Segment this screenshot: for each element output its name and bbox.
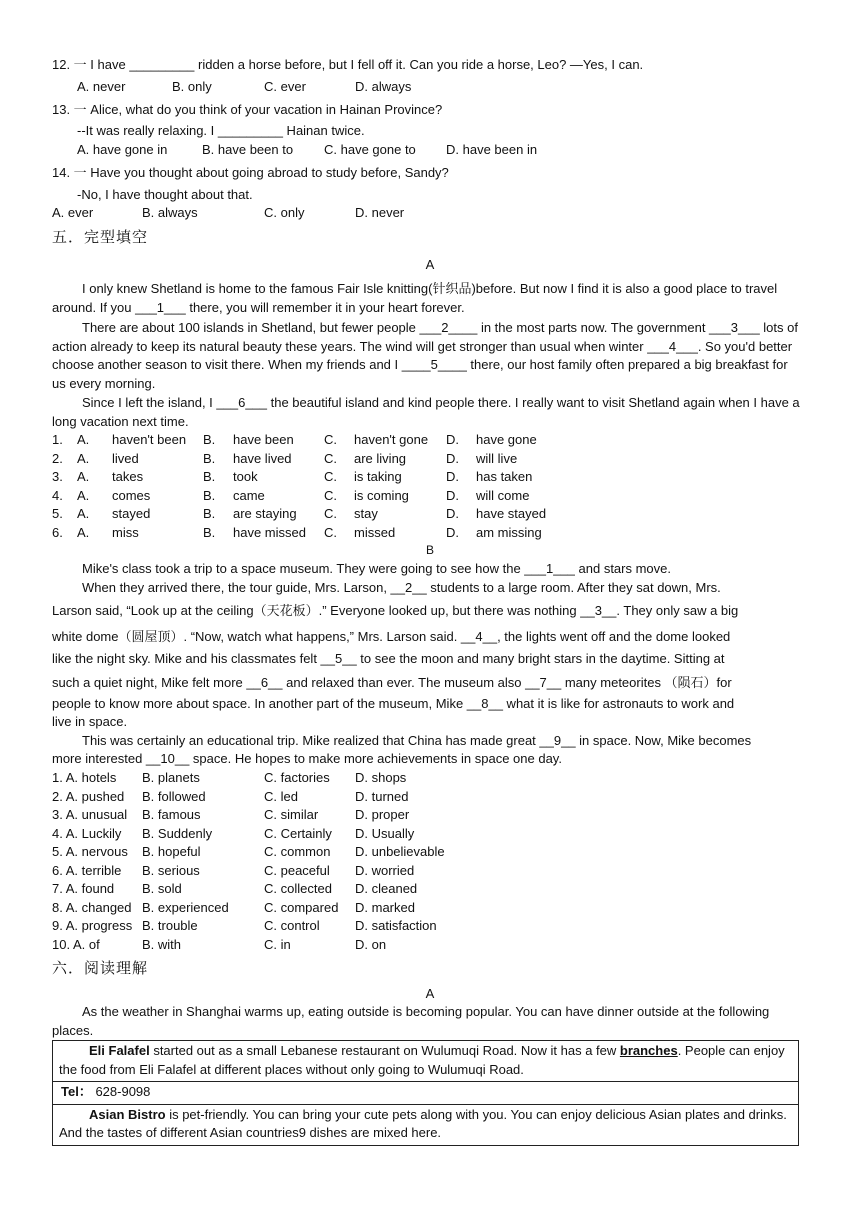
cloze-b-option-cell: 2. A. pushed [52, 788, 125, 804]
cloze-b-option-cell: 4. A. Luckily [52, 825, 122, 841]
cloze-b-option-cell: B. with [142, 936, 182, 952]
question-14-option-d: D. never [355, 205, 405, 220]
question-13-option-d: D. have been in [446, 142, 538, 157]
cloze-b-option-cell: 1. A. hotels [52, 770, 117, 785]
cloze-a-option-cell: 3. [52, 469, 63, 484]
cloze-b-option-cell: B. followed [142, 788, 206, 804]
cloze-b-option-cell: B. famous [142, 807, 201, 822]
cloze-b-option-cell: D. on [355, 936, 387, 952]
question-12-option-c: C. ever [264, 79, 306, 94]
cloze-b-option-cell: B. hopeful [142, 844, 201, 859]
question-14-reply: -No, I have thought about that. [77, 187, 253, 202]
question-14-option-b: B. always [142, 205, 198, 220]
section-6-part-a-label: A [425, 986, 435, 1001]
cloze-a-option-cell: D. [446, 524, 459, 540]
cloze-b-option-cell: C. factories [264, 770, 330, 785]
section-5-part-b-label: B [425, 543, 434, 557]
question-13-option-c: C. have gone to [324, 142, 416, 157]
question-13-reply: --It was really relaxing. I _________ Hainan twice. [77, 123, 365, 138]
cloze-b-option-cell: C. common [264, 844, 331, 859]
cloze-a-option-cell: 1. [52, 432, 63, 447]
cloze-a-option-cell: B. [203, 450, 216, 466]
asian-bistro-row [53, 1105, 798, 1145]
cloze-a-option-cell: C. [324, 450, 337, 466]
asian-bistro-text: is pet-friendly. You can bring your cute pets along with you. You can enjoy delicious Asian plates and drinks. And the tastes of different Asian countries9 dishes are mixed here. [59, 1106, 787, 1140]
question-13-option-b: B. have been to [202, 142, 294, 157]
cloze-a-option-cell: stay [354, 506, 378, 521]
cloze-b-option-cell: B. trouble [142, 918, 198, 933]
cloze-b-option-cell: D. cleaned [355, 881, 418, 896]
cloze-a-option-cell: B. [203, 469, 216, 484]
cloze-a-option-cell: B. [203, 487, 216, 503]
cloze-b-line-9: This was certainly an educational trip. Mike realized that China has made great __9__ in space. Now, Mike becomes [82, 733, 752, 748]
question-14-option-a: A. ever [52, 205, 94, 220]
cloze-a-option-cell: B. [203, 524, 216, 540]
cloze-b-line-4: white dome（圆屋顶）. “Now, watch what happens,” Mrs. Larson said. __4__, the lights went off and the dome looked [52, 629, 731, 644]
cloze-b-option-cell: D. marked [355, 899, 415, 915]
cloze-a-paragraph-2: There are about 100 islands in Shetland, but fewer people ___2____ in the most parts now. The government ___3___ lots of action already to keep its natural beauty these years. The wind will get stronger than usual when winter ___4___. So you'd better choose another season to visit there. When my friends and I ____5____ there, our host family often prepared a big breakfast for us every morning. [52, 320, 798, 391]
cloze-a-option-cell: C. [324, 524, 337, 540]
question-12-stem: 12. 一 I have _________ ridden a horse before, but I fell off it. Can you ride a horse, Leo? —Yes, I can. [52, 57, 644, 72]
tel-value: 628-9098 [91, 1084, 151, 1099]
cloze-a-option-cell: B. [203, 506, 216, 521]
cloze-b-line-6: such a quiet night, Mike felt more __6__ and relaxed than ever. The museum also __7__ many meteorites （陨石）for [52, 675, 732, 690]
cloze-a-option-cell: 4. [52, 487, 63, 503]
cloze-a-option-cell: D. [446, 469, 459, 484]
cloze-a-option-cell: miss [112, 524, 139, 540]
cloze-b-line-3: Larson said, “Look up at the ceiling（天花板）.” Everyone looked up, but there was nothing __3__. They only saw a big [52, 603, 739, 618]
cloze-a-option-cell: D. [446, 450, 459, 466]
cloze-b-line-1: Mike's class took a trip to a space museum. They were going to see how the ___1___ and stars move. [82, 561, 671, 576]
cloze-a-option-cell: D. [446, 487, 459, 503]
cloze-b-option-cell: B. sold [142, 881, 182, 896]
eli-falafel-name: Eli Falafel [89, 1043, 150, 1058]
cloze-b-option-cell: B. Suddenly [142, 825, 213, 841]
cloze-a-option-cell: 2. [52, 450, 63, 466]
cloze-b-option-cell: 7. A. found [52, 881, 115, 896]
cloze-a-option-cell: have lived [233, 450, 292, 466]
eli-falafel-row [53, 1041, 798, 1082]
cloze-a-option-cell: D. [446, 432, 459, 447]
cloze-a-option-cell: missed [354, 524, 396, 540]
cloze-b-option-cell: D. proper [355, 807, 410, 822]
cloze-b-option-cell: D. Usually [355, 825, 415, 841]
cloze-a-option-cell: A. [77, 469, 90, 484]
cloze-a-option-cell: have been [233, 432, 294, 447]
tel-label: Tel： [61, 1084, 92, 1099]
cloze-a-option-cell: A. [77, 506, 90, 521]
tel-row [53, 1082, 798, 1105]
cloze-a-paragraph-3: Since I left the island, I ___6___ the beautiful island and kind people there. I really want to visit Shetland again when I have a long vacation next time. [52, 395, 800, 429]
cloze-b-option-cell: 8. A. changed [52, 899, 132, 915]
cloze-b-option-cell: D. turned [355, 788, 409, 804]
cloze-b-option-cell: C. compared [264, 899, 339, 915]
cloze-a-option-cell: A. [77, 487, 90, 503]
section-6-title: 六．阅读理解 [52, 960, 149, 977]
reading-a-intro: As the weather in Shanghai warms up, eating outside is becoming popular. You can have dinner outside at the following places. [52, 1004, 770, 1038]
cloze-b-option-cell: B. planets [142, 770, 200, 785]
cloze-b-option-cell: D. shops [355, 770, 407, 785]
cloze-a-option-cell: haven't been [112, 432, 187, 447]
cloze-a-option-cell: A. [77, 450, 90, 466]
question-12-option-d: D. always [355, 79, 412, 94]
cloze-b-option-cell: D. worried [355, 862, 415, 878]
cloze-b-option-cell: 10. A. of [52, 936, 100, 952]
cloze-b-option-cell: B. serious [142, 862, 200, 878]
cloze-a-option-cell: took [233, 469, 258, 484]
cloze-a-option-cell: will live [476, 450, 518, 466]
cloze-a-option-cell: takes [112, 469, 144, 484]
cloze-a-option-cell: comes [112, 487, 151, 503]
cloze-a-option-cell: will come [476, 487, 530, 503]
cloze-a-option-cell: are staying [233, 506, 297, 521]
cloze-a-option-cell: stayed [112, 506, 151, 521]
cloze-a-paragraph-1: I only knew Shetland is home to the famous Fair Isle knitting(针织品)before. But now I find it is also a good place to travel around. If you ___1___ there, you will remember it in your heart forever. [52, 281, 778, 315]
eli-falafel-text-b: . People can enjoy the food from Eli Falafel at different places without only going to Wulumuqi Road. [59, 1043, 785, 1077]
question-13-option-a: A. have gone in [77, 142, 168, 157]
cloze-b-line-7: people to know more about space. In another part of the museum, Mike __8__ what it is like for astronauts to work and [52, 696, 735, 711]
cloze-a-option-cell: is coming [354, 487, 409, 503]
branches-word: branches [619, 1043, 678, 1058]
restaurant-info-table [52, 1040, 799, 1146]
cloze-b-option-cell: C. similar [264, 807, 319, 822]
cloze-a-option-cell: B. [203, 432, 216, 447]
section-5-part-a-label: A [425, 257, 435, 272]
cloze-b-option-cell: C. led [264, 788, 298, 804]
cloze-b-line-10: more interested __10__ space. He hopes to make more achievements in space one day. [52, 751, 562, 766]
cloze-b-line-5: like the night sky. Mike and his classmates felt __5__ to see the moon and many bright stars in the daytime. Sitting at [52, 651, 725, 666]
eli-falafel-text-a: started out as a small Lebanese restaurant on Wulumuqi Road. Now it has a few [149, 1043, 620, 1058]
cloze-a-option-cell: lived [112, 450, 139, 466]
question-12-option-a: A. never [77, 79, 126, 94]
cloze-b-option-cell: D. unbelievable [355, 844, 445, 859]
asian-bistro-name: Asian Bistro [89, 1106, 166, 1122]
cloze-b-option-cell: C. in [264, 936, 291, 952]
cloze-b-option-cell: 5. A. nervous [52, 844, 128, 859]
cloze-a-option-cell: came [233, 487, 265, 503]
cloze-a-option-cell: have stayed [476, 506, 547, 521]
cloze-b-line-2: When they arrived there, the tour guide, Mrs. Larson, __2__ students to a large room. After they sat down, Mrs. [82, 580, 721, 595]
cloze-a-option-cell: A. [77, 432, 90, 447]
cloze-a-option-cell: A. [77, 524, 90, 540]
cloze-b-option-cell: C. peaceful [264, 862, 330, 878]
cloze-a-option-cell: D. [446, 506, 459, 521]
question-13-stem: 13. 一 Alice, what do you think of your vacation in Hainan Province? [52, 102, 443, 117]
cloze-a-option-cell: has taken [476, 469, 533, 484]
cloze-a-option-cell: have missed [233, 524, 306, 540]
cloze-b-option-cell: 6. A. terrible [52, 862, 122, 878]
cloze-a-option-cell: haven't gone [354, 432, 429, 447]
question-14-stem: 14. 一 Have you thought about going abroad to study before, Sandy? [52, 165, 449, 180]
cloze-a-option-cell: 6. [52, 524, 63, 540]
cloze-b-option-cell: C. Certainly [264, 825, 332, 841]
cloze-a-option-cell: C. [324, 487, 337, 503]
question-12-option-b: B. only [172, 79, 212, 94]
cloze-b-option-cell: 9. A. progress [52, 918, 133, 933]
cloze-b-option-cell: D. satisfaction [355, 918, 437, 933]
cloze-b-option-cell: 3. A. unusual [52, 807, 128, 822]
cloze-b-option-cell: C. control [264, 918, 320, 933]
cloze-a-option-cell: is taking [354, 469, 402, 484]
cloze-a-option-cell: are living [354, 450, 407, 466]
cloze-b-line-8: live in space. [52, 714, 128, 729]
section-5-title: 五．完型填空 [52, 229, 149, 246]
cloze-a-option-cell: have gone [476, 432, 537, 447]
cloze-b-option-cell: C. collected [264, 881, 332, 896]
cloze-a-option-cell: C. [324, 506, 337, 521]
cloze-a-option-cell: 5. [52, 506, 63, 521]
question-14-option-c: C. only [264, 205, 305, 220]
cloze-a-option-cell: C. [324, 469, 337, 484]
cloze-a-option-cell: am missing [476, 524, 542, 540]
cloze-b-option-cell: B. experienced [142, 899, 229, 915]
cloze-a-option-cell: C. [324, 432, 337, 447]
